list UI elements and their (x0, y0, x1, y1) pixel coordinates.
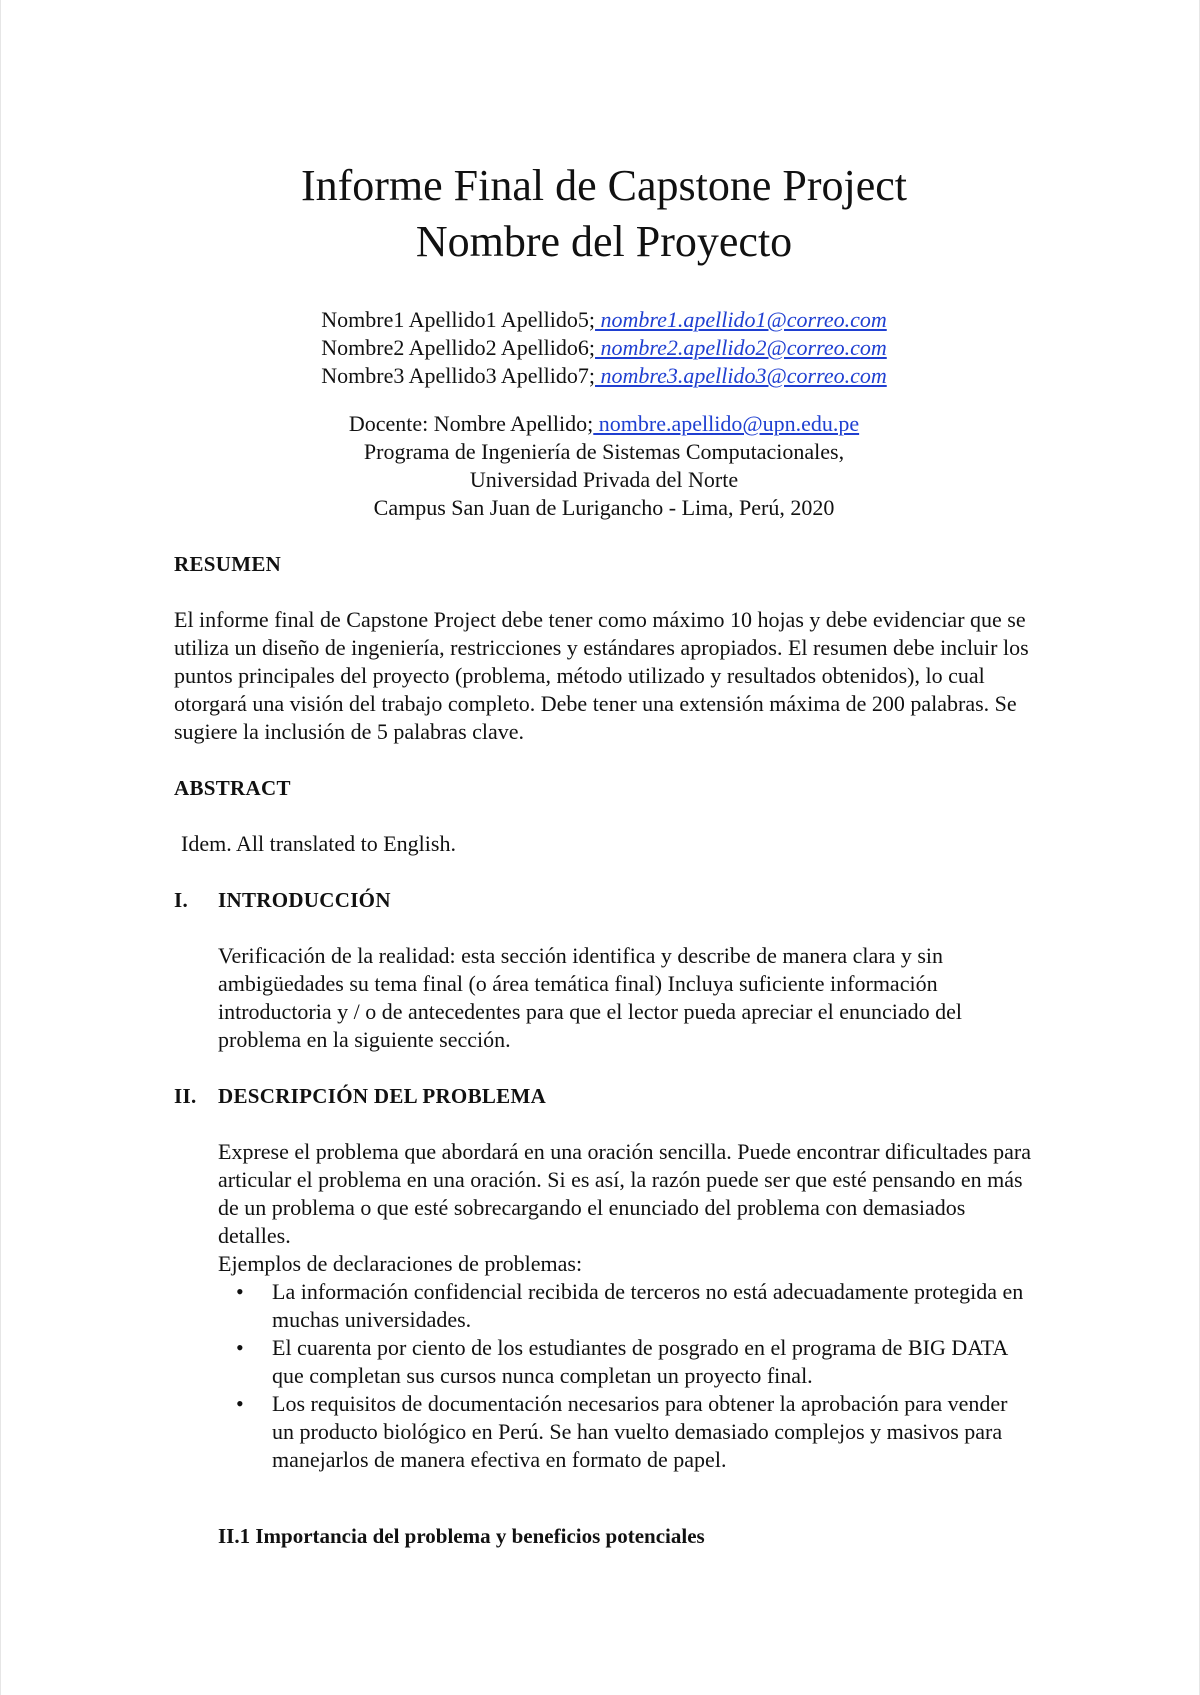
section-heading-descripcion (174, 1082, 1034, 1110)
subsection-heading-importancia: II.1 Importancia del problema y beneficios potenciales (218, 1524, 705, 1548)
affiliation-block (174, 410, 1034, 522)
section-title: DESCRIPCIÓN DEL PROBLEMA (218, 1084, 547, 1108)
examples-list (174, 1278, 1034, 1474)
docente-line (174, 410, 1034, 438)
author-email-link[interactable]: nombre1.apellido1@correo.com (595, 307, 887, 332)
list-item (236, 1390, 1034, 1474)
descripcion-body (174, 1138, 1034, 1278)
docente-label: Docente: Nombre Apellido; (348, 411, 594, 436)
abstract-body: Idem. All translated to English. (181, 831, 456, 856)
docente-email-link[interactable]: nombre.apellido@upn.edu.pe (593, 411, 860, 436)
list-item (236, 1334, 1034, 1390)
list-item-text: El cuarenta por ciento de los estudiantes de posgrado en el programa de BIG DATA que completan sus cursos nunca completan un proyecto final. (272, 1335, 1008, 1388)
bullet-icon: • (236, 1279, 244, 1304)
list-item (236, 1278, 1034, 1334)
introduccion-body: Verificación de la realidad: esta sección identifica y describe de manera clara y sin ambigüedades su tema final (o área temática final) Incluya suficiente información introductoria y / o de antecedentes para que el lector pueda apreciar el enunciado del problema en la siguiente sección. (218, 943, 962, 1052)
list-item-text: Los requisitos de documentación necesarios para obtener la aprobación para vender un producto biológico en Perú. Se han vuelto demasiado complejos y masivos para manejarlos de manera efectiva en formato de papel. (272, 1391, 1008, 1472)
author-line (174, 334, 1034, 362)
descripcion-text: Exprese el problema que abordará en una oración sencilla. Puede encontrar dificultades para articular el problema en una oración. Si es así, la razón puede ser que esté pensando en más de un problema o que esté sobrecargando el enunciado del problema con demasiados detalles. (218, 1139, 1032, 1248)
university-name: Universidad Privada del Norte (469, 467, 739, 492)
program-name: Programa de Ingeniería de Sistemas Computacionales, (363, 439, 845, 464)
section-number: I. (174, 888, 189, 912)
section-heading-introduccion (174, 886, 1034, 914)
author-name: Nombre3 Apellido3 Apellido7; (321, 363, 596, 388)
campus-line: Campus San Juan de Lurigancho - Lima, Perú, 2020 (373, 495, 835, 520)
list-item-text: La información confidencial recibida de terceros no está adecuadamente protegida en muchas universidades. (272, 1279, 1024, 1332)
page-content (174, 158, 1034, 1550)
author-list (174, 306, 1034, 390)
author-line (174, 306, 1034, 334)
abstract-heading: ABSTRACT (174, 776, 291, 800)
author-email-link[interactable]: nombre3.apellido3@correo.com (595, 363, 887, 388)
author-name: Nombre1 Apellido1 Apellido5; (321, 307, 596, 332)
examples-intro: Ejemplos de declaraciones de problemas: (218, 1251, 583, 1276)
resumen-heading: RESUMEN (174, 552, 282, 576)
bullet-icon: • (236, 1391, 244, 1416)
author-name: Nombre2 Apellido2 Apellido6; (321, 335, 596, 360)
author-line (174, 362, 1034, 390)
title-line-2: Nombre del Proyecto (415, 217, 793, 266)
title-line-1: Informe Final de Capstone Project (300, 161, 908, 210)
section-title: INTRODUCCIÓN (218, 888, 391, 912)
section-number: II. (174, 1084, 197, 1108)
resumen-body: El informe final de Capstone Project debe tener como máximo 10 hojas y debe evidenciar que se utiliza un diseño de ingeniería, restricciones y estándares apropiados. El resumen debe incluir los puntos principales del proyecto (problema, método utilizado y resultados obtenidos), lo cual otorgará una visión del trabajo completo. Debe tener una extensión máxima de 200 palabras. Se sugiere la inclusión de 5 palabras clave. (174, 607, 1029, 744)
document-title (174, 158, 1034, 270)
author-email-link[interactable]: nombre2.apellido2@correo.com (595, 335, 887, 360)
bullet-icon: • (236, 1335, 244, 1360)
